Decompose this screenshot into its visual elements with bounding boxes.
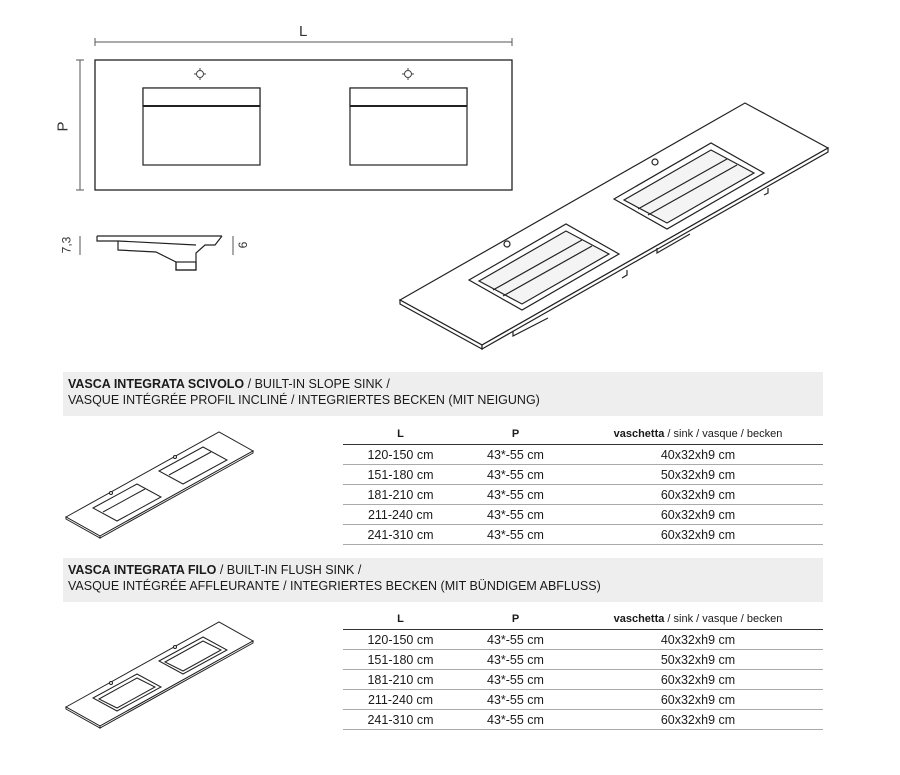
top-view-drawing (0, 0, 900, 360)
dimension-height-label: 9 (235, 241, 250, 249)
spec-table-slope-sink (343, 424, 823, 545)
table-cell: 43*-55 cm (458, 465, 573, 485)
table-cell: 43*-55 cm (458, 485, 573, 505)
section-header-flush-sink (63, 558, 823, 602)
table-cell: 211-240 cm (343, 690, 458, 710)
right-basin-outline (350, 88, 467, 165)
table-header-row (343, 609, 823, 630)
table-cell: 43*-55 cm (458, 650, 573, 670)
table-cell: 43*-55 cm (458, 445, 573, 465)
table-cell: 43*-55 cm (458, 525, 573, 545)
left-basin-outline (143, 88, 260, 165)
section-header-slope-sink (63, 372, 823, 416)
table-cell: 241-310 cm (343, 710, 458, 730)
dimension-thickness-label: 7,3 (59, 236, 74, 254)
table-row (343, 505, 823, 525)
section-subtitle: VASQUE INTÉGRÉE PROFIL INCLINÉ / INTEGRIERTES BECKEN (MIT NEIGUNG) (68, 393, 540, 407)
table-cell: 43*-55 cm (458, 505, 573, 525)
spec-table-flush-sink (343, 609, 823, 730)
section-profile-drawing (97, 236, 222, 270)
tap-hole-icon (194, 68, 206, 80)
table-cell: 120-150 cm (343, 445, 458, 465)
table-header-row (343, 424, 823, 445)
table-row (343, 690, 823, 710)
column-header-l: L (343, 609, 458, 630)
dimension-l-label: L (299, 23, 308, 40)
table-cell: 151-180 cm (343, 465, 458, 485)
section-title-translations: / BUILT-IN SLOPE SINK / (244, 377, 390, 391)
table-cell: 40x32xh9 cm (573, 630, 823, 650)
slope-sink-thumbnail (63, 430, 263, 540)
table-cell: 60x32xh9 cm (573, 670, 823, 690)
table-cell: 43*-55 cm (458, 670, 573, 690)
table-row (343, 485, 823, 505)
column-header-sink: vaschetta / sink / vasque / becken (573, 609, 823, 630)
tap-hole-icon (402, 68, 414, 80)
section-title: VASCA INTEGRATA SCIVOLO (68, 377, 245, 391)
table-row (343, 525, 823, 545)
table-cell: 60x32xh9 cm (573, 690, 823, 710)
table-row (343, 650, 823, 670)
table-cell: 60x32xh9 cm (573, 505, 823, 525)
section-title: VASCA INTEGRATA FILO (68, 563, 217, 577)
table-row (343, 445, 823, 465)
table-cell: 181-210 cm (343, 485, 458, 505)
table-cell: 241-310 cm (343, 525, 458, 545)
dimension-p-line (76, 60, 84, 190)
table-cell: 211-240 cm (343, 505, 458, 525)
table-cell: 43*-55 cm (458, 690, 573, 710)
vanity-top-outline (95, 60, 512, 190)
table-row (343, 465, 823, 485)
table-cell: 60x32xh9 cm (573, 525, 823, 545)
flush-sink-thumbnail (63, 620, 263, 730)
column-header-p: P (458, 609, 573, 630)
column-header-p: P (458, 424, 573, 445)
table-cell: 60x32xh9 cm (573, 485, 823, 505)
section-subtitle: VASQUE INTÉGRÉE AFFLEURANTE / INTEGRIERTES BECKEN (MIT BÜNDIGEM ABFLUSS) (68, 579, 601, 593)
table-cell: 120-150 cm (343, 630, 458, 650)
isometric-vanity-drawing (400, 103, 828, 349)
table-cell: 60x32xh9 cm (573, 710, 823, 730)
table-cell: 50x32xh9 cm (573, 465, 823, 485)
table-cell: 50x32xh9 cm (573, 650, 823, 670)
table-cell: 40x32xh9 cm (573, 445, 823, 465)
dimension-p-label: P (54, 121, 72, 132)
column-header-sink: vaschetta / sink / vasque / becken (573, 424, 823, 445)
section-title-translations: / BUILT-IN FLUSH SINK / (216, 563, 362, 577)
table-row (343, 630, 823, 650)
table-row (343, 670, 823, 690)
table-cell: 43*-55 cm (458, 630, 573, 650)
column-header-l: L (343, 424, 458, 445)
table-cell: 43*-55 cm (458, 710, 573, 730)
table-cell: 151-180 cm (343, 650, 458, 670)
table-cell: 181-210 cm (343, 670, 458, 690)
table-row (343, 710, 823, 730)
